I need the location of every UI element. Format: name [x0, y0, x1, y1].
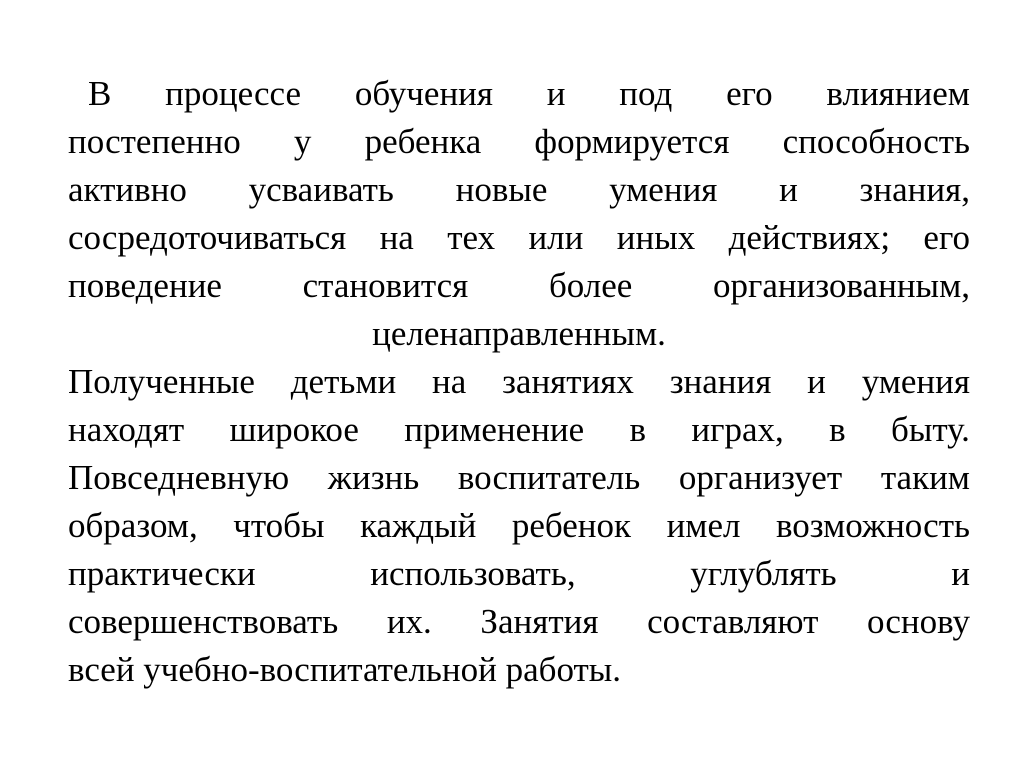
word: способность — [782, 122, 970, 161]
word: использовать, — [370, 554, 576, 593]
word: или — [528, 218, 584, 257]
word: детьми — [290, 362, 397, 401]
word: действиях; — [728, 218, 891, 257]
word: у — [293, 122, 312, 161]
word: его — [726, 74, 773, 113]
word: совершенствовать — [68, 602, 339, 641]
text-line — [68, 70, 970, 118]
word: и — [546, 74, 566, 113]
word: широкое — [229, 410, 359, 449]
word: влиянием — [826, 74, 970, 113]
word: на — [432, 362, 467, 401]
word: иных — [616, 218, 696, 257]
word: составляют — [647, 602, 819, 641]
word: и — [807, 362, 826, 401]
word: играх, — [691, 410, 784, 449]
word: новые — [455, 170, 548, 209]
word: имел — [666, 506, 741, 545]
word: и — [951, 554, 970, 593]
text-line — [68, 454, 970, 502]
word: таким — [880, 458, 970, 497]
text-line — [68, 598, 970, 646]
word: тех — [447, 218, 496, 257]
word: знания, — [859, 170, 970, 209]
word: занятиях — [502, 362, 634, 401]
word: его — [923, 218, 970, 257]
word: Повседневную — [68, 458, 290, 497]
text-line — [68, 166, 970, 214]
word: находят — [68, 410, 185, 449]
text-line — [68, 214, 970, 262]
word: организованным, — [713, 266, 970, 305]
word: быту. — [891, 410, 970, 449]
word: усваивать — [248, 170, 394, 209]
word: на — [379, 218, 414, 257]
word: воспитатель — [457, 458, 641, 497]
word: жизнь — [327, 458, 420, 497]
word: умения — [609, 170, 718, 209]
word: углублять — [690, 554, 837, 593]
text-line — [68, 502, 970, 550]
word: постепенно — [68, 122, 241, 161]
text-line — [68, 262, 970, 310]
word: их. — [386, 602, 432, 641]
text-line: целенаправленным. — [372, 314, 666, 353]
word: ребенка — [364, 122, 482, 161]
word: образом, — [68, 506, 198, 545]
word: чтобы — [233, 506, 325, 545]
paragraph — [68, 358, 970, 694]
word: основу — [867, 602, 970, 641]
word: обучения — [354, 74, 493, 113]
word: возможность — [776, 506, 970, 545]
word: практически — [68, 554, 256, 593]
word: в — [629, 410, 647, 449]
word: ребенок — [511, 506, 632, 545]
word: организует — [678, 458, 843, 497]
word: В — [88, 74, 112, 113]
word: под — [619, 74, 673, 113]
text-line — [68, 358, 970, 406]
word: становится — [302, 266, 469, 305]
word: поведение — [68, 266, 222, 305]
word: в — [829, 410, 846, 449]
text-line: всей учебно-воспитательной работы. — [68, 650, 622, 689]
word: умения — [861, 362, 970, 401]
text-line — [68, 406, 970, 454]
word: знания — [669, 362, 772, 401]
paragraph — [68, 70, 970, 358]
word: Полученные — [68, 362, 255, 401]
body-text — [68, 70, 970, 694]
word: применение — [404, 410, 585, 449]
text-line — [68, 550, 970, 598]
word: и — [779, 170, 798, 209]
word: активно — [68, 170, 187, 209]
word: каждый — [360, 506, 477, 545]
word: сосредоточиваться — [68, 218, 347, 257]
word: более — [548, 266, 633, 305]
word: Занятия — [480, 602, 599, 641]
word: формируется — [534, 122, 730, 161]
text-line — [68, 118, 970, 166]
word: процессе — [165, 74, 302, 113]
